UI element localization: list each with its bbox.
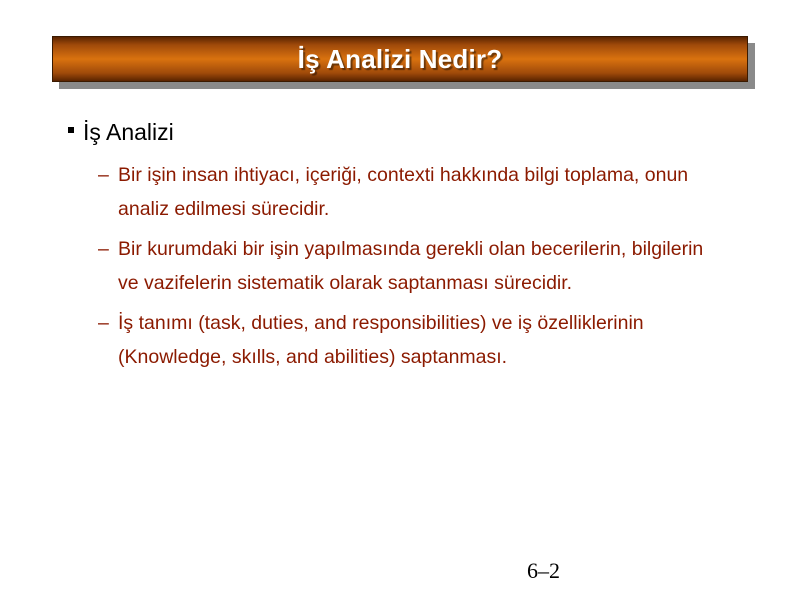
bullet-label: İş Analizi xyxy=(83,119,174,145)
dash-bullet-icon: – xyxy=(98,238,109,260)
sub-bullet-text: İş tanımı (task, duties, and responsibilities) ve iş özelliklerinin (Knowledge, skılls, and abilities) saptanması. xyxy=(118,312,644,368)
page-number: 6–2 xyxy=(527,558,560,583)
sub-bullet-text: Bir kurumdaki bir işin yapılmasında gerekli olan becerilerin, bilgilerin ve vazifelerin sistematik olarak saptanması sürecidir. xyxy=(118,238,704,294)
sub-bullet-text: Bir işin insan ihtiyacı, içeriği, contexti hakkında bilgi toplama, onun analiz edilmesi sürecidir. xyxy=(118,164,689,220)
title-bar xyxy=(52,36,748,82)
dash-bullet-icon: – xyxy=(98,312,109,334)
dash-bullet-icon: – xyxy=(98,164,109,186)
sub-bullet-item xyxy=(98,232,748,300)
sub-bullet-list xyxy=(68,158,748,374)
slide-content xyxy=(68,116,748,380)
sub-bullet-item xyxy=(98,158,748,226)
square-bullet-icon xyxy=(68,127,74,133)
sub-bullet-item xyxy=(98,306,748,374)
slide-title: İş Analizi Nedir? xyxy=(297,43,503,74)
bullet-item xyxy=(68,116,748,148)
